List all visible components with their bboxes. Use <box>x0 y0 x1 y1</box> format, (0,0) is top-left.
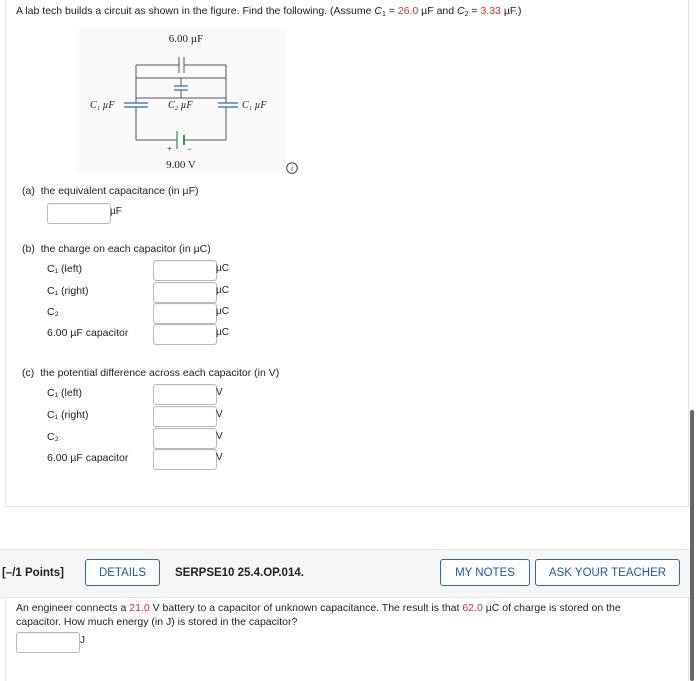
part-b-row-label: 6.00 µF capacitor <box>47 327 129 339</box>
part-b-row-label: C₁ (left) <box>47 263 83 275</box>
part-c-question: (c) the potential difference across each capacitor (in V) <box>22 367 280 379</box>
svg-text:i: i <box>290 164 294 173</box>
part-b-question: (b) the charge on each capacitor (in µC) <box>22 243 211 255</box>
energy-unit: J <box>80 635 85 646</box>
part-b-unit: µC <box>216 285 229 296</box>
part-c-unit: V <box>216 409 223 420</box>
part-b-unit: µC <box>216 263 229 274</box>
info-icon[interactable] <box>286 162 298 174</box>
part-c-answer-input[interactable] <box>153 384 217 405</box>
my-notes-button[interactable]: MY NOTES <box>440 559 530 586</box>
details-button[interactable]: DETAILS <box>85 559 160 586</box>
ask-teacher-button[interactable]: ASK YOUR TEACHER <box>535 559 680 586</box>
part-b-answer-input[interactable] <box>153 324 217 345</box>
part-c-unit: V <box>216 387 223 398</box>
problem-id: SERPSE10 25.4.OP.014. <box>175 567 304 579</box>
part-c-row-label: C₂ <box>47 431 59 443</box>
problem-intro: A lab tech builds a circuit as shown in the figure. Find the following. (Assume $C_1 = 26.0$ µF and $C_2 = 3.33$ µF.) <box>16 5 522 18</box>
part-c-row-label: C₁ (right) <box>47 409 89 421</box>
part-b-unit: µC <box>216 306 229 317</box>
scrollbar[interactable] <box>690 410 694 681</box>
part-c-unit: V <box>216 452 223 463</box>
charge-value: 62.0 <box>462 602 483 614</box>
c1-value: 26.0 <box>397 5 419 17</box>
part-b-answer-input[interactable] <box>153 260 217 281</box>
part-b-answer-input[interactable] <box>153 282 217 303</box>
problem2-text: An engineer connects a 21.0 V battery to a capacitor of unknown capacitance. The result is that 62.0 µC of charge is stored on the capacitor. How much energy (in J) is stored in the capacitor? <box>16 602 621 628</box>
part-c-row-label: 6.00 µF capacitor <box>47 452 129 464</box>
circuit-figure <box>76 28 286 173</box>
part-b-unit: µC <box>216 327 229 338</box>
battery-minus: − <box>187 144 193 154</box>
part-c-answer-input[interactable] <box>153 406 217 427</box>
top-capacitor-label: 6.00 µF <box>168 33 204 45</box>
left-capacitor-label: C₁ µF <box>90 100 115 111</box>
part-a-answer-input[interactable] <box>47 203 111 224</box>
part-c-answer-input[interactable] <box>153 428 217 449</box>
part-a-unit: µF <box>110 206 122 217</box>
part-a-question: (a) the equivalent capacitance (in µF) <box>22 185 199 197</box>
part-b-answer-input[interactable] <box>153 303 217 324</box>
part-c-answer-input[interactable] <box>153 449 217 470</box>
energy-answer-input[interactable] <box>16 632 80 653</box>
voltage-value: 21.0 <box>129 602 150 614</box>
right-capacitor-label: C₁ µF <box>242 100 267 111</box>
part-c-row-label: C₁ (left) <box>47 387 83 399</box>
middle-capacitor-label: C₂ µF <box>168 100 193 111</box>
c2-value: 3.33 <box>480 5 501 17</box>
part-b-row-label: C₂ <box>47 306 59 318</box>
battery-plus: + <box>167 144 173 154</box>
points-label: [–/1 Points] <box>2 567 64 579</box>
battery-label: 9.00 V <box>166 159 196 171</box>
part-b-row-label: C₁ (right) <box>47 285 89 297</box>
part-c-unit: V <box>216 431 223 442</box>
